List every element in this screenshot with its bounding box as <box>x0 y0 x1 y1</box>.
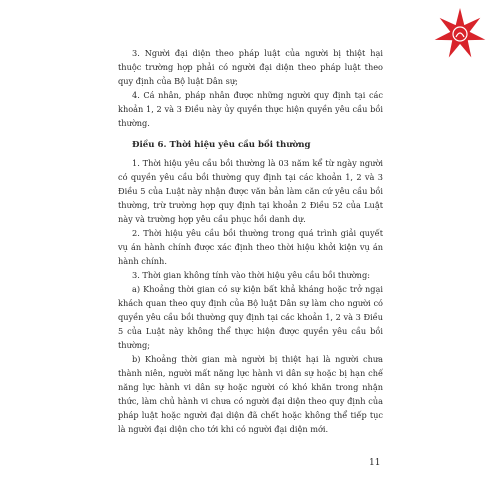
paragraph: 1. Thời hiệu yêu cầu bồi thường là 03 năm kể từ ngày người có quyền yêu cầu bồi thường quy định tại các khoản 1, 2 và 3 Điều 5 của Luật này nhận được văn bản làm căn cứ yêu cầu bồi thường, trừ trường hợp quy định tại khoản 2 Điều 52 của Luật này và trường hợp yêu cầu phục hồi danh dự. <box>118 158 383 224</box>
paragraph: 3. Người đại diện theo pháp luật của người bị thiệt hại thuộc trường hợp phải có người đại diện theo pháp luật theo quy định của Bộ luật Dân sự; <box>118 48 383 86</box>
paragraph: a) Khoảng thời gian có sự kiện bất khả kháng hoặc trở ngại khách quan theo quy định của Bộ luật Dân sự làm cho người có quyền yêu cầu bồi thường quy định tại các khoản 1, 2 và 3 Điều 5 của Luật này không thể thực hiện được quyền yêu cầu bồi thường; <box>118 284 383 350</box>
paragraph: 4. Cá nhân, pháp nhân được những người quy định tại các khoản 1, 2 và 3 Điều này ủy quyền thực hiện quyền yêu cầu bồi thường. <box>118 90 383 128</box>
paragraph: 3. Thời gian không tính vào thời hiệu yêu cầu bồi thường: <box>132 270 370 280</box>
paragraph: 2. Thời hiệu yêu cầu bồi thường trong quá trình giải quyết vụ án hành chính được xác định theo thời hiệu khởi kiện vụ án hành chính. <box>118 228 383 266</box>
page-number: 11 <box>369 458 381 468</box>
article-heading: Điều 6. Thời hiệu yêu cầu bồi thường <box>132 140 311 150</box>
document-body <box>118 46 383 436</box>
paragraph: b) Khoảng thời gian mà người bị thiệt hại là người chưa thành niên, người mất năng lực hành vi dân sự hoặc bị hạn chế năng lực hành vi dân sự hoặc người có khó khăn trong nhận thức, làm chủ hành vi chưa có người đại diện theo quy định của pháp luật hoặc người đại diện đã chết hoặc không thể tiếp tục là người đại diện cho tới khi có người đại diện mới. <box>118 354 383 434</box>
red-star-emblem-icon <box>432 6 488 62</box>
